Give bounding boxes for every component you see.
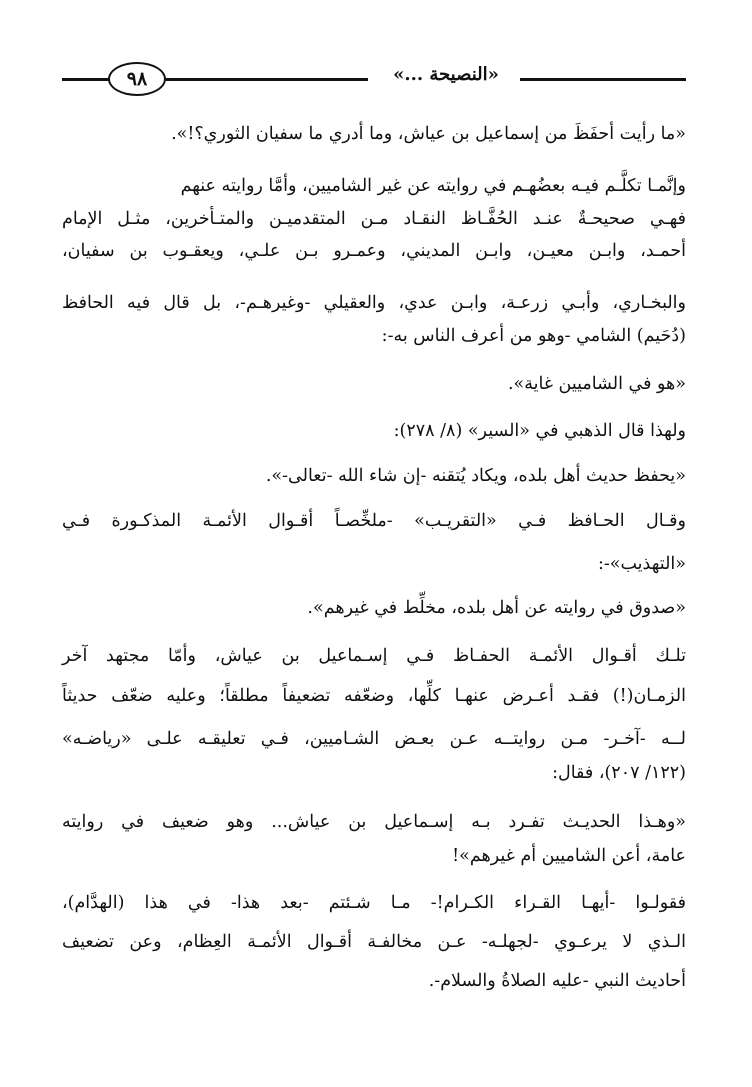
text-line: «ما رأيت أحفَظَ من إسماعيل بن عياش، وما أدري ما سفيان الثوري؟!». (171, 124, 686, 144)
text-line: «يحفظ حديث أهل بلده، ويكاد يُتقنه -إن شاء الله -تعالى-». (265, 466, 686, 486)
text-line: (دُحَيم) الشامي -وهو من أعرف الناس به-: (381, 326, 686, 346)
text-line: أحاديث النبي -عليه الصلاةُ والسلام-. (428, 971, 686, 991)
text-line: الزمـان(!) فقـد أعـرض عنهـا كلِّها، وضعّفه تضعيفاً مطلقاً؛ وعليه ضعّف حديثاً (62, 686, 686, 706)
text-line: فهـي صحيحـةٌ عنـد الحُفَّـاظ النقـاد مـن المتقدميـن والمتـأخرين، مثـل الإمام (62, 209, 686, 229)
text-line: أحمـد، وابـن معيـن، وابـن المديني، وعمـرو بـن علـي، ويعقـوب بن سفيان، (62, 241, 686, 261)
text-line: فقولـوا -أيهـا القـراء الكـرام!- مـا شـئتم -بعد هذا- في هذا (الهدَّام)، (62, 893, 686, 913)
text-line: ولهذا قال الذهبي في «السير» (٨/ ٢٧٨): (393, 421, 686, 441)
text-line: «التهذيب»-: (597, 554, 686, 574)
text-line: «هو في الشاميين غاية». (507, 374, 686, 394)
text-line: لــه -آخـر- مـن روايتــه عـن بعـض الشـاميين، فـي تعليقـه علـى «رياضـه» (62, 729, 686, 749)
text-line: عامة، أعن الشاميين أم غيرهم»! (452, 846, 686, 866)
header-rule-middle (166, 78, 368, 81)
running-title: «النصيحة ...» (393, 64, 499, 85)
text-line: تلـك أقـوال الأئمـة الحفـاظ فـي إسـماعيل بن عياش، وأمّا مجتهد آخر (62, 646, 686, 666)
text-line: «صدوق في روايته عن أهل بلده، مخلِّط في غيرهم». (307, 598, 686, 618)
page-number: ٩٨ (108, 62, 166, 96)
text-line: (١٢٢/ ٢٠٧)، فقال: (552, 763, 686, 783)
text-line: وقـال الحـافظ فـي «التقريـب» -ملخِّصـاً أقـوال الأئمـة المذكـورة فـي (62, 511, 686, 531)
text-line: والبخـاري، وأبـي زرعـة، وابـن عدي، والعقيلي -وغيرهـم-، بل قال فيه الحافظ (62, 293, 686, 313)
header-rule-right (520, 78, 686, 81)
header-rule-left (62, 78, 110, 81)
text-line: الـذي لا يرعـوي -لجهلـه- عـن مخالفـة أقـوال الأئمـة العِظام، وعن تضعيف (62, 932, 686, 952)
text-line: وإنَّمـا تكلَّـم فيـه بعضُهـم في روايته عن غير الشاميين، وأمَّا روايته عنهم (180, 176, 686, 196)
page-header (62, 58, 686, 98)
text-line: «وهـذا الحديـث تفـرد بـه إسـماعيل بن عياش... وهو ضعيف في روايته (62, 812, 686, 832)
